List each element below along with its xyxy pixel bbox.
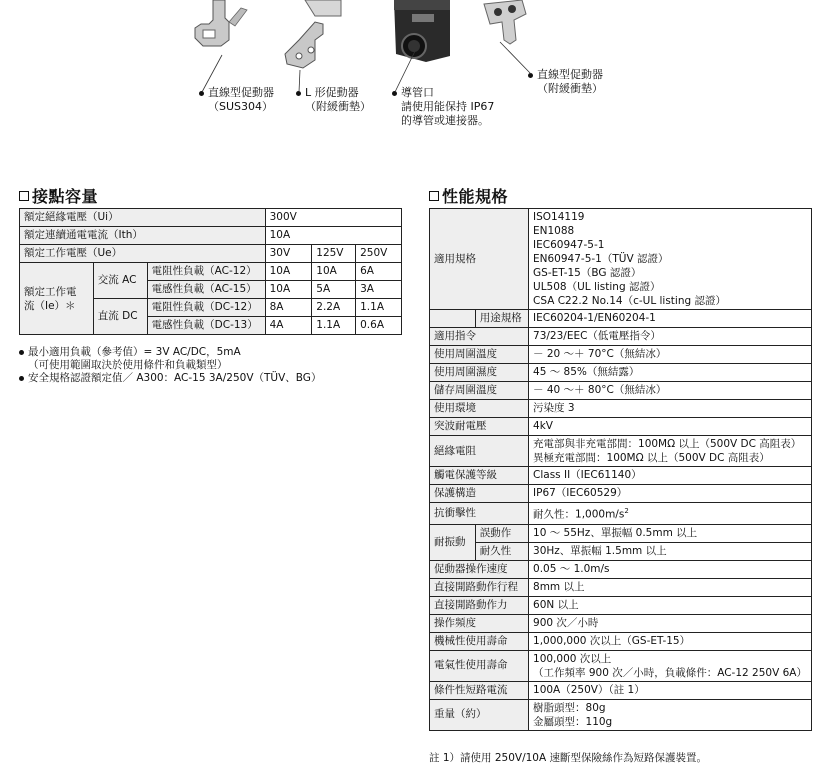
table-row [430, 596, 812, 614]
cell-line: （工作頻率 900 次／小時，負載條件：AC-12 250V 6A） [533, 666, 807, 679]
bullet-icon [19, 350, 24, 355]
table-cell: 0.6A [356, 317, 402, 335]
cell-line: 流（Ie）＊ [24, 299, 76, 312]
table-cell [529, 650, 812, 681]
performance-spec-table [429, 208, 812, 731]
table-row [430, 364, 812, 382]
table-cell [430, 310, 476, 328]
cell-line: CSA C22.2 No.14（c-UL listing 認證） [533, 295, 726, 307]
table-cell: IEC60204-1/EN60204-1 [529, 310, 812, 328]
table-cell: 使用周圍濕度 [430, 364, 529, 382]
table-row [430, 681, 812, 699]
cell-line: UL508（UL listing 認證） [533, 281, 661, 293]
table-cell: 使用環境 [430, 400, 529, 418]
table-cell: 30V [265, 245, 312, 263]
table-cell: 10 ～ 55Hz、單振幅 0.5mm 以上 [529, 524, 812, 542]
caption-line: （附緩衝墊） [305, 100, 371, 113]
table-row [430, 485, 812, 503]
table-cell: 電阻性負載（DC-12） [147, 299, 265, 317]
caption-line: 直線型促動器 [537, 68, 603, 81]
table-cell: 電感性負載（AC-15） [147, 281, 265, 299]
table-row [430, 400, 812, 418]
table-cell: 用途規格 [475, 310, 528, 328]
table-cell: 交流 AC [93, 263, 147, 299]
cell-line: IEC60947-5-1 [533, 239, 605, 251]
table-cell: 2.2A [312, 299, 356, 317]
table-cell: 30Hz、單振幅 1.5mm 以上 [529, 542, 812, 560]
table-cell: 電阻性負載（AC-12） [147, 263, 265, 281]
table-row [430, 418, 812, 436]
table-cell: 操作頻度 [430, 614, 529, 632]
table-cell: 適用規格 [430, 209, 529, 310]
cell-line: ISO14119 [533, 211, 585, 223]
table-cell: 額定絕緣電壓（Ui） [20, 209, 266, 227]
table-row [430, 699, 812, 730]
cell-line: 異極充電部間：100MΩ 以上（500V DC 高阻表） [533, 452, 770, 464]
table-row [20, 245, 402, 263]
cell-line: 100,000 次以上 [533, 652, 612, 665]
table-cell: 100A（250V）（註 1） [529, 681, 812, 699]
table-row [430, 524, 812, 542]
caption-line: （SUS304） [208, 100, 274, 113]
performance-footnote: 註 1）請使用 250V/10A 速斷型保險絲作為短路保護裝置。 [429, 752, 707, 764]
bullet-icon [19, 376, 24, 381]
table-cell: 儲存周圍溫度 [430, 382, 529, 400]
table-cell: 10A [265, 227, 401, 245]
table-cell: 73/23/EEC（低電壓指令） [529, 328, 812, 346]
caption-line: 直線型促動器 [208, 86, 274, 99]
cell-line: EN1088 [533, 225, 575, 237]
contact-notes [19, 346, 321, 385]
superscript: 2 [624, 507, 629, 515]
table-cell: 60N 以上 [529, 596, 812, 614]
table-cell [20, 263, 94, 335]
table-cell: 10A [265, 281, 312, 299]
table-row [430, 328, 812, 346]
cell-line: 金屬頭型：110g [533, 715, 613, 728]
table-row [430, 560, 812, 578]
caption-line: 的導管或連接器。 [401, 114, 489, 127]
table-cell: 125V [312, 245, 356, 263]
table-cell: 耐久性 [475, 542, 528, 560]
table-cell: 重量（約） [430, 699, 529, 730]
table-cell: 300V [265, 209, 401, 227]
table-cell: 直接開路動作力 [430, 596, 529, 614]
table-cell: 抗衝擊性 [430, 503, 529, 525]
table-row [430, 650, 812, 681]
section-box-icon [19, 191, 29, 201]
table-cell: 污染度 3 [529, 400, 812, 418]
cell-line: 充電部與非充電部間：100MΩ 以上（500V DC 高阻表） [533, 438, 802, 450]
table-cell: 8mm 以上 [529, 578, 812, 596]
table-cell: 1,000,000 次以上（GS-ET-15） [529, 632, 812, 650]
table-cell: 機械性使用壽命 [430, 632, 529, 650]
caption-line: L 形促動器 [305, 86, 359, 99]
table-cell: 4A [265, 317, 312, 335]
cell-line: 額定工作電 [24, 285, 77, 298]
table-cell: 額定工作電壓（Ue） [20, 245, 266, 263]
table-cell: 耐振動 [430, 524, 476, 560]
table-row [430, 614, 812, 632]
table-cell: 絕緣電阻 [430, 436, 529, 467]
table-cell: － 40 ～＋ 80°C（無結冰） [529, 382, 812, 400]
table-row [430, 346, 812, 364]
caption-line: （附緩衝墊） [537, 82, 603, 95]
table-row [20, 263, 402, 281]
section-title-text: 接點容量 [32, 187, 99, 206]
table-cell: 0.05 ～ 1.0m/s [529, 560, 812, 578]
table-cell: 電氣性使用壽命 [430, 650, 529, 681]
caption-line: 導管口 [401, 86, 434, 99]
table-cell: 電感性負載（DC-13） [147, 317, 265, 335]
table-cell: 900 次／小時 [529, 614, 812, 632]
table-cell: 突波耐電壓 [430, 418, 529, 436]
table-cell: 1.1A [312, 317, 356, 335]
table-row [430, 632, 812, 650]
table-cell [529, 699, 812, 730]
table-row [430, 503, 812, 525]
table-cell: 觸電保護等級 [430, 467, 529, 485]
cell-line: 樹脂頭型：80g [533, 701, 606, 714]
table-cell [529, 503, 812, 525]
table-cell: Class II（IEC61140） [529, 467, 812, 485]
performance-spec-title [429, 184, 508, 207]
note-line: 安全規格認證額定值／ A300：AC-15 3A/250V（TÜV、BG） [28, 372, 322, 384]
table-row [430, 436, 812, 467]
table-cell: 適用指令 [430, 328, 529, 346]
table-row [430, 578, 812, 596]
table-cell: 250V [356, 245, 402, 263]
contact-capacity-title [19, 184, 98, 207]
section-title-text: 性能規格 [442, 187, 509, 206]
note-line: （可使用範圍取決於使用條件和負載類型） [28, 359, 228, 371]
table-cell: 直流 DC [93, 299, 147, 335]
note-line: 最小適用負載（參考值）= 3V AC/DC，5mA [28, 346, 241, 358]
table-cell: 45 ～ 85%（無結露） [529, 364, 812, 382]
table-cell: 1.1A [356, 299, 402, 317]
table-row [20, 227, 402, 245]
table-cell: 4kV [529, 418, 812, 436]
leader-lines [0, 0, 830, 100]
table-cell: 3A [356, 281, 402, 299]
table-cell: 條件性短路電流 [430, 681, 529, 699]
table-cell: － 20 ～＋ 70°C（無結冰） [529, 346, 812, 364]
table-row [430, 209, 812, 310]
table-cell: 6A [356, 263, 402, 281]
table-row [430, 542, 812, 560]
table-row [430, 382, 812, 400]
table-cell: 直接開路動作行程 [430, 578, 529, 596]
contact-capacity-table [19, 208, 402, 335]
table-cell [529, 209, 812, 310]
table-cell: 10A [312, 263, 356, 281]
table-cell: 5A [312, 281, 356, 299]
table-cell [529, 436, 812, 467]
table-cell: 10A [265, 263, 312, 281]
cell-line: GS-ET-15（BG 認證） [533, 267, 642, 279]
table-cell: 保護構造 [430, 485, 529, 503]
table-cell: 使用周圍溫度 [430, 346, 529, 364]
table-cell: 促動器操作速度 [430, 560, 529, 578]
table-cell: 額定連續通電電流（Ith） [20, 227, 266, 245]
table-cell: 8A [265, 299, 312, 317]
table-row [430, 467, 812, 485]
cell-line: EN60947-5-1（TÜV 認證） [533, 253, 669, 265]
section-box-icon [429, 191, 439, 201]
cell-text: 耐久性：1,000m/s [533, 508, 625, 521]
table-row [20, 209, 402, 227]
table-row [430, 310, 812, 328]
table-cell: IP67（IEC60529） [529, 485, 812, 503]
table-cell: 誤動作 [475, 524, 528, 542]
caption-line: 請使用能保持 IP67 [401, 100, 495, 113]
